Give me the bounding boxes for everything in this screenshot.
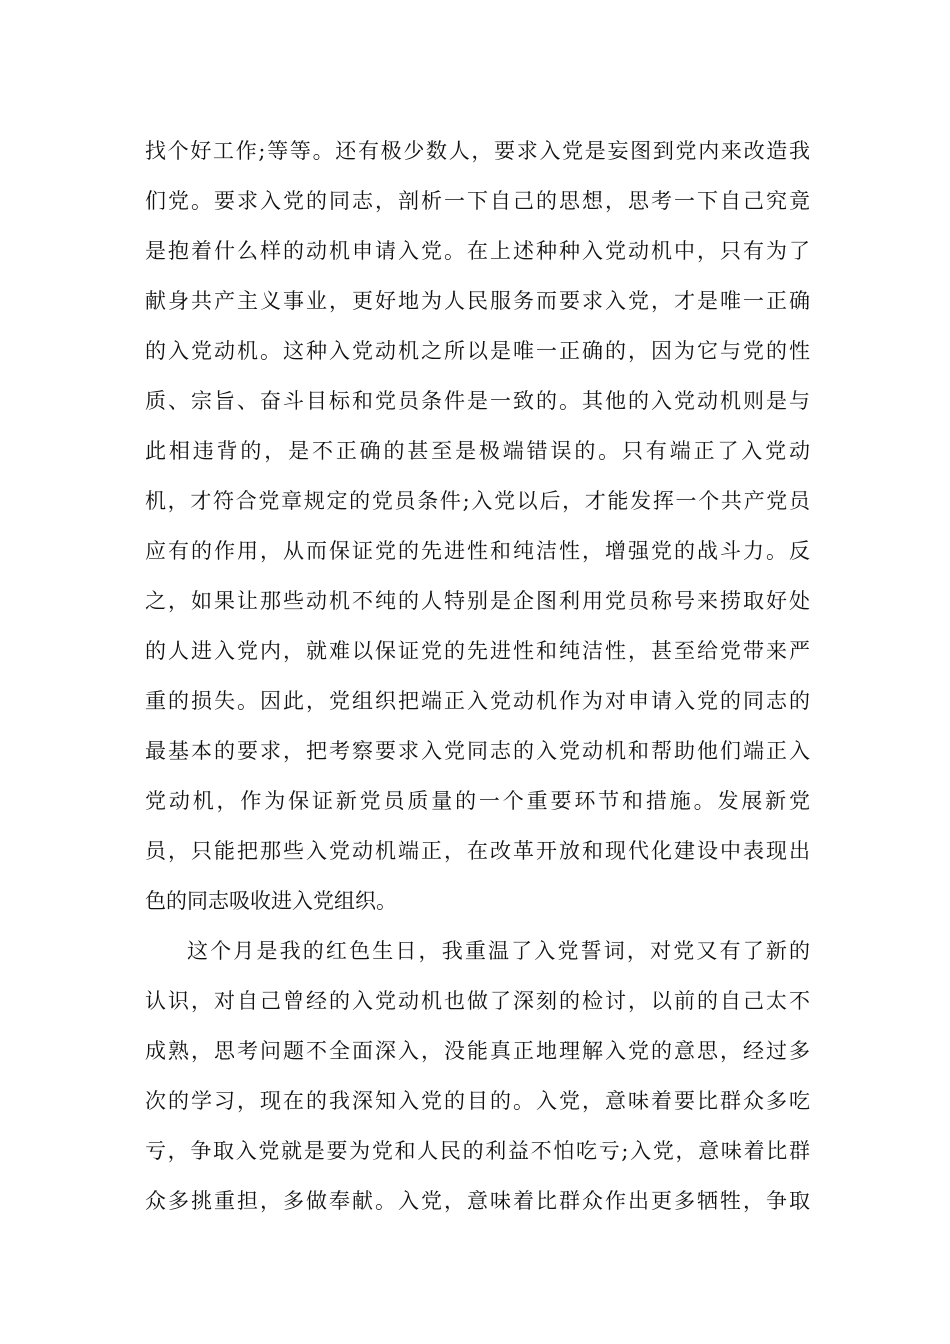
paragraph-1-line-13: 最基本的要求，把考察要求入党同志的入党动机和帮助他们端正入: [145, 739, 810, 763]
paragraph-1-line-2: 们党。要求入党的同志，剖析一下自己的思想，思考一下自己究竟: [145, 189, 810, 213]
paragraph-1-line-12: 重的损失。因此，党组织把端正入党动机作为对申请入党的同志的: [145, 689, 810, 713]
paragraph-1-line-8: 机，才符合党章规定的党员条件;入党以后，才能发挥一个共产党员: [145, 489, 810, 513]
paragraph-1-line-9: 应有的作用，从而保证党的先进性和纯洁性，增强党的战斗力。反: [145, 539, 810, 563]
paragraph-2-line-6: 众多挑重担，多做奉献。入党，意味着比群众作出更多牺牲，争取: [145, 1189, 810, 1213]
paragraph-1-line-14: 党动机，作为保证新党员质量的一个重要环节和措施。发展新党: [145, 789, 810, 813]
paragraph-1-line-11: 的人进入党内，就难以保证党的先进性和纯洁性，甚至给党带来严: [145, 639, 810, 663]
paragraph-1-line-7: 此相违背的，是不正确的甚至是极端错误的。只有端正了入党动: [145, 439, 810, 463]
paragraph-2-line-2: 认识，对自己曾经的入党动机也做了深刻的检讨，以前的自己太不: [145, 989, 810, 1013]
paragraph-1-line-16: 色的同志吸收进入党组织。: [145, 889, 397, 913]
paragraph-1-line-4: 献身共产主义事业，更好地为人民服务而要求入党，才是唯一正确: [145, 289, 810, 313]
paragraph-2-line-1: 这个月是我的红色生日，我重温了入党誓词，对党又有了新的: [187, 939, 810, 963]
paragraph-2-line-5: 亏，争取入党就是要为党和人民的利益不怕吃亏;入党，意味着比群: [145, 1139, 810, 1163]
paragraph-1-line-5: 的入党动机。这种入党动机之所以是唯一正确的，因为它与党的性: [145, 339, 810, 363]
paragraph-1-line-15: 员，只能把那些入党动机端正，在改革开放和现代化建设中表现出: [145, 839, 810, 863]
paragraph-2-line-3: 成熟，思考问题不全面深入，没能真正地理解入党的意思，经过多: [145, 1039, 810, 1063]
paragraph-2-line-4: 次的学习，现在的我深知入党的目的。入党，意味着要比群众多吃: [145, 1089, 810, 1113]
paragraph-1-line-3: 是抱着什么样的动机申请入党。在上述种种入党动机中，只有为了: [145, 239, 810, 263]
paragraph-1-line-10: 之，如果让那些动机不纯的人特别是企图利用党员称号来捞取好处: [145, 589, 810, 613]
paragraph-1-line-1: 找个好工作;等等。还有极少数人，要求入党是妄图到党内来改造我: [145, 139, 810, 163]
paragraph-1-line-6: 质、宗旨、奋斗目标和党员条件是一致的。其他的入党动机则是与: [145, 389, 810, 413]
